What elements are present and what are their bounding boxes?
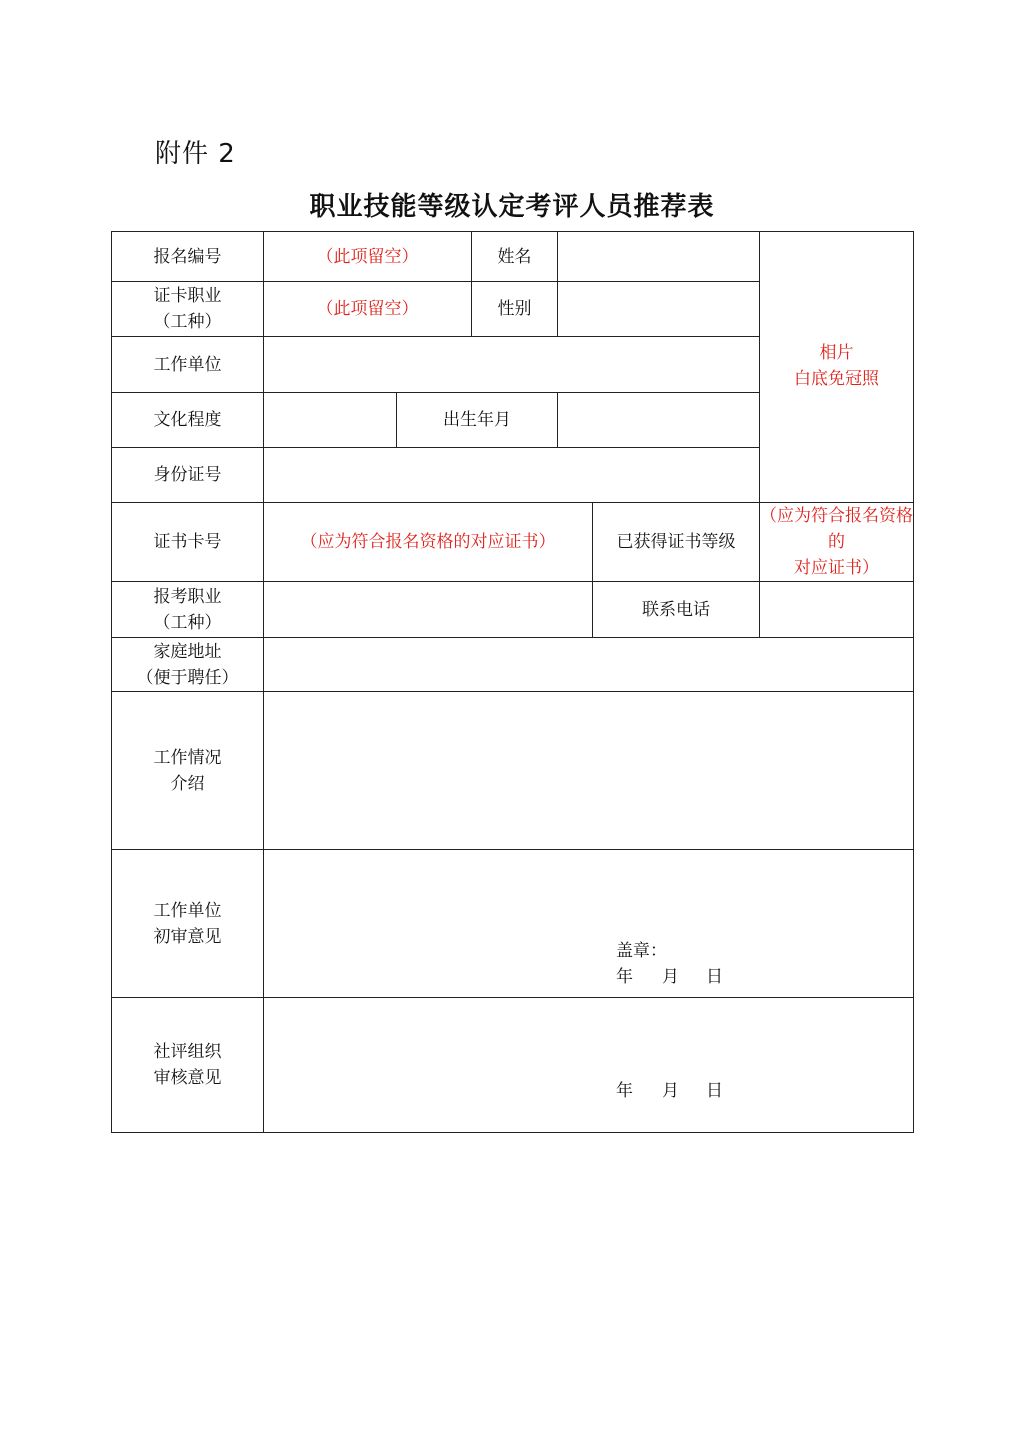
photo-label: 相片 bbox=[819, 343, 854, 363]
cert-job-label: 证卡职业 （工种） bbox=[112, 282, 264, 337]
cert-no-value: （应为符合报名资格的对应证书） bbox=[264, 503, 593, 582]
address-label: 家庭地址 （便于聘任） bbox=[112, 638, 264, 692]
employer-review-field[interactable] bbox=[264, 850, 914, 998]
education-field[interactable] bbox=[264, 393, 397, 448]
gender-label: 性别 bbox=[472, 282, 558, 337]
photo-box[interactable] bbox=[760, 232, 914, 503]
birth-field[interactable] bbox=[558, 393, 760, 448]
employer-field[interactable] bbox=[264, 337, 760, 393]
row-employer-review bbox=[112, 850, 914, 998]
name-field[interactable] bbox=[558, 232, 760, 282]
work-intro-field[interactable] bbox=[264, 692, 914, 850]
cert-level-label: 已获得证书等级 bbox=[593, 503, 760, 582]
org-review-field[interactable] bbox=[264, 998, 914, 1133]
reg-no-label: 报名编号 bbox=[112, 232, 264, 282]
org-review-date: 年 月 日 bbox=[616, 1081, 723, 1101]
org-review-label: 社评组织 审核意见 bbox=[112, 998, 264, 1133]
applied-job-field[interactable] bbox=[264, 582, 593, 638]
work-intro-label: 工作情况 介绍 bbox=[112, 692, 264, 850]
stamp-label: 盖章： bbox=[616, 941, 667, 961]
attachment-label: 附件 2 bbox=[155, 139, 236, 169]
gender-field[interactable] bbox=[558, 282, 760, 337]
phone-field[interactable] bbox=[760, 582, 914, 638]
employer-review-date: 年 月 日 bbox=[616, 967, 723, 987]
photo-note: 白底免冠照 bbox=[794, 369, 879, 389]
applied-job-label: 报考职业 （工种） bbox=[112, 582, 264, 638]
row-cert-no bbox=[112, 503, 914, 582]
cert-level-value: （应为符合报名资格的 对应证书） bbox=[760, 503, 914, 582]
row-applied-job bbox=[112, 582, 914, 638]
education-label: 文化程度 bbox=[112, 393, 264, 448]
employer-label: 工作单位 bbox=[112, 337, 264, 393]
name-label: 姓名 bbox=[472, 232, 558, 282]
row-address bbox=[112, 638, 914, 692]
id-no-field[interactable] bbox=[264, 448, 760, 503]
reg-no-value: （此项留空） bbox=[264, 232, 472, 282]
document-title: 职业技能等级认定考评人员推荐表 bbox=[309, 192, 715, 222]
row-org-review bbox=[112, 998, 914, 1133]
id-no-label: 身份证号 bbox=[112, 448, 264, 503]
phone-label: 联系电话 bbox=[593, 582, 760, 638]
address-field[interactable] bbox=[264, 638, 914, 692]
birth-label: 出生年月 bbox=[397, 393, 558, 448]
row-reg-no bbox=[112, 232, 914, 282]
row-work-intro bbox=[112, 692, 914, 850]
cert-job-value: （此项留空） bbox=[264, 282, 472, 337]
employer-review-label: 工作单位 初审意见 bbox=[112, 850, 264, 998]
cert-no-label: 证书卡号 bbox=[112, 503, 264, 582]
recommendation-form-table bbox=[111, 231, 914, 1133]
